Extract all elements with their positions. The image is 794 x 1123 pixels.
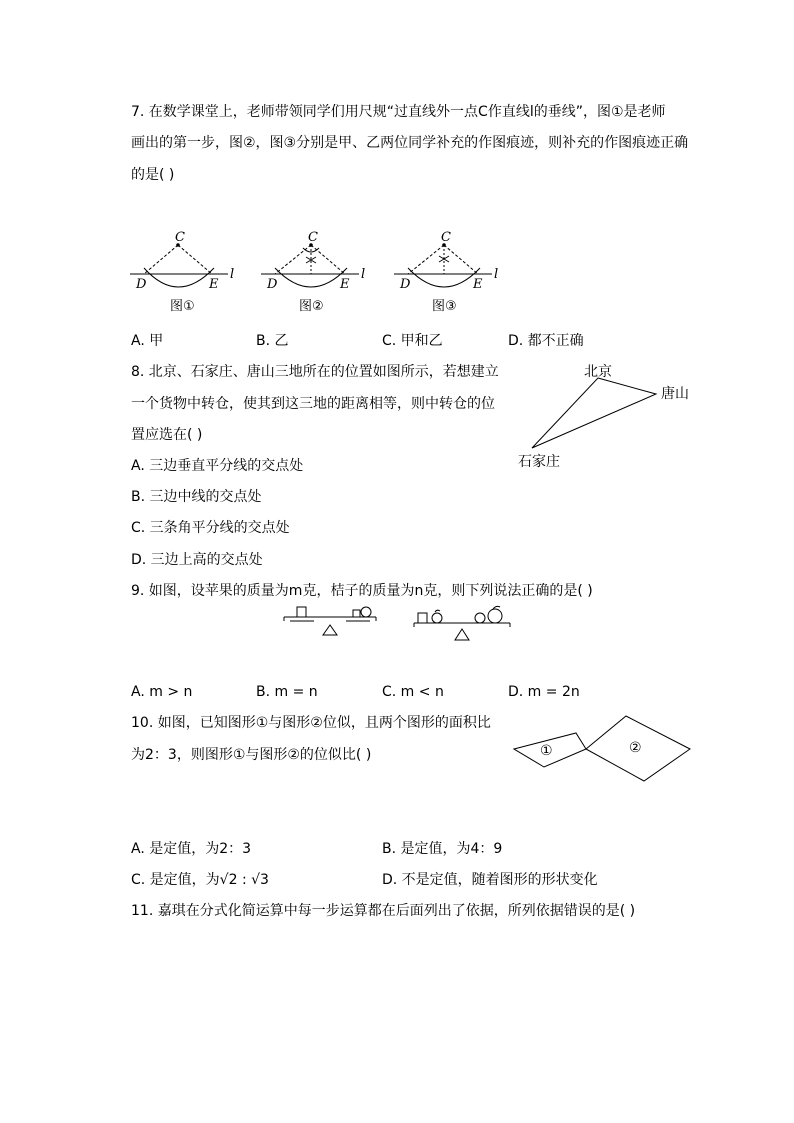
- q7-label-l: l: [494, 267, 499, 282]
- q7-label-e: E: [473, 277, 483, 292]
- q9-stem: 9. 如图，设苹果的质量为m克，桔子的质量为n克，则下列说法正确的是( ): [131, 583, 593, 599]
- q10-stem-line2: 为2：3，则图形①与图形②的位似比( ): [131, 747, 372, 763]
- q7-stem-line1: 7. 在数学课堂上，老师带领同学们用尺规“过直线外一点C作直线l的垂线”，图①是老师: [131, 104, 666, 120]
- q7-figures: [120, 222, 520, 317]
- q7-option-b[interactable]: B. 乙: [256, 333, 289, 349]
- q8-stem-line3: 置应选在( ): [131, 427, 203, 443]
- q7-figure-2: [261, 230, 365, 314]
- q7-option-a[interactable]: A. 甲: [131, 333, 164, 349]
- q7-figure-1: [130, 230, 234, 314]
- q9-option-c[interactable]: C. m < n: [382, 684, 444, 700]
- q8-stem-line2: 一个货物中转仓，使其到这三地的距离相等，则中转仓的位: [131, 396, 495, 412]
- q11-stem: 11. 嘉琪在分式化简运算中每一步运算都在后面列出了依据，所列依据错误的是( ): [131, 903, 636, 919]
- q9-option-b[interactable]: B. m = n: [256, 684, 318, 700]
- q8-option-a[interactable]: A. 三边垂直平分线的交点处: [131, 458, 304, 474]
- q7-caption-3: 图③: [432, 299, 457, 314]
- q7-label-d: D: [136, 277, 147, 292]
- q7-option-d[interactable]: D. 都不正确: [508, 333, 584, 349]
- q7-caption-2: 图②: [299, 299, 324, 314]
- q7-label-e: E: [209, 277, 219, 292]
- q10-shape-1-label: ①: [540, 743, 553, 759]
- q7-option-c[interactable]: C. 甲和乙: [382, 333, 443, 349]
- balance-2: [414, 606, 510, 640]
- q7-figure-3: [394, 230, 498, 314]
- q10-option-c[interactable]: C. 是定值，为√2 : √3: [131, 872, 269, 888]
- q8-map-figure: [510, 358, 710, 473]
- q7-label-e: E: [340, 277, 350, 292]
- q8-option-b[interactable]: B. 三边中线的交点处: [131, 489, 262, 505]
- q9-option-d[interactable]: D. m = 2n: [508, 684, 580, 700]
- q8-label-beijing: 北京: [584, 364, 612, 380]
- q7-label-c: C: [441, 230, 451, 245]
- q10-option-d[interactable]: D. 不是定值，随着图形的形状变化: [382, 872, 598, 888]
- q7-label-c: C: [308, 230, 318, 245]
- q8-label-shijiazhuang: 石家庄: [518, 454, 560, 470]
- q7-label-d: D: [267, 277, 278, 292]
- q8-option-c[interactable]: C. 三条角平分线的交点处: [131, 520, 290, 536]
- q9-option-a[interactable]: A. m > n: [131, 684, 193, 700]
- balance-1: [284, 607, 376, 635]
- q7-label-d: D: [400, 277, 411, 292]
- q7-caption-1: 图①: [170, 299, 195, 314]
- q7-stem-line2: 画出的第一步，图②，图③分别是甲、乙两位同学补充的作图痕迹，则补充的作图痕迹正确: [131, 135, 689, 151]
- q8-stem-line1: 8. 北京、石家庄、唐山三地所在的位置如图所示，若想建立: [131, 364, 499, 380]
- q8-label-tangshan: 唐山: [661, 386, 689, 402]
- q9-balance-figure: [280, 603, 520, 648]
- q8-option-d[interactable]: D. 三边上高的交点处: [131, 552, 263, 568]
- q7-stem-line3: 的是( ): [131, 167, 175, 183]
- q10-similar-figures: [510, 712, 695, 787]
- q10-option-b[interactable]: B. 是定值，为4：9: [382, 841, 503, 857]
- q10-stem-line1: 10. 如图，已知图形①与图形②位似，且两个图形的面积比: [131, 715, 491, 731]
- q7-label-l: l: [230, 267, 235, 282]
- q7-label-l: l: [361, 267, 366, 282]
- q7-label-c: C: [175, 230, 185, 245]
- q10-shape-2-label: ②: [629, 740, 642, 756]
- q10-option-a[interactable]: A. 是定值，为2：3: [131, 841, 252, 857]
